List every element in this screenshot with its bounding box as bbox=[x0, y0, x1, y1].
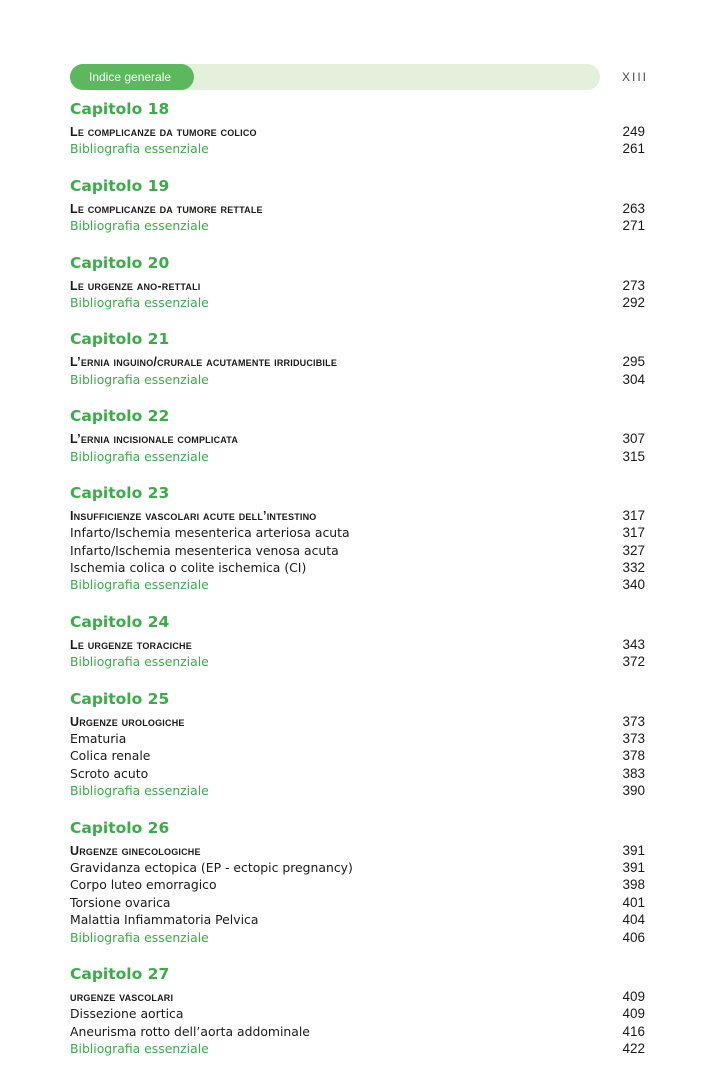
entry-page-number: 372 bbox=[622, 654, 645, 670]
entry-page-number: 273 bbox=[622, 277, 645, 293]
entry-title: Ematuria bbox=[70, 731, 127, 747]
entry-title: Bibliografia essenziale bbox=[70, 371, 209, 387]
toc-entry-bibliography[interactable] bbox=[70, 576, 645, 593]
entry-title: Urgenze urologiche bbox=[70, 714, 185, 729]
entry-page-number: 249 bbox=[622, 124, 645, 139]
entry-page-number: 391 bbox=[622, 842, 645, 858]
entry-page-number: 398 bbox=[622, 877, 645, 893]
entry-page-number: 409 bbox=[622, 1006, 645, 1022]
toc-entry-bibliography[interactable] bbox=[70, 294, 645, 311]
toc-entry-main[interactable] bbox=[70, 636, 645, 653]
chapter-block bbox=[70, 819, 645, 946]
toc-entry-main[interactable] bbox=[70, 713, 645, 730]
entry-page-number: 304 bbox=[622, 371, 645, 387]
chapter-title: Capitolo 21 bbox=[70, 330, 170, 349]
toc-entry-main[interactable] bbox=[70, 200, 645, 217]
entry-title: Scroto acuto bbox=[70, 765, 149, 781]
entry-title: Bibliografia essenziale bbox=[70, 577, 209, 593]
entry-page-number: 332 bbox=[622, 560, 645, 576]
toc-entry-sub[interactable] bbox=[70, 894, 645, 911]
toc-entry-sub[interactable] bbox=[70, 876, 645, 893]
entry-title: urgenze vascolari bbox=[70, 989, 174, 1004]
chapter-title: Capitolo 22 bbox=[70, 407, 170, 426]
toc-entry-bibliography[interactable] bbox=[70, 929, 645, 946]
toc-entry-bibliography[interactable] bbox=[70, 448, 645, 465]
chapter-title: Capitolo 19 bbox=[70, 176, 170, 195]
entry-page-number: 406 bbox=[622, 929, 645, 945]
toc-entry-sub[interactable] bbox=[70, 911, 645, 928]
entry-title: Le complicanze da tumore colico bbox=[70, 125, 257, 139]
entry-title: Dissezione aortica bbox=[70, 1006, 184, 1022]
entry-page-number: 327 bbox=[622, 542, 645, 558]
toc-entry-sub[interactable] bbox=[70, 1023, 645, 1040]
entry-page-number: 409 bbox=[622, 988, 645, 1004]
entry-page-number: 307 bbox=[622, 431, 645, 447]
entry-title: Bibliografia essenziale bbox=[70, 218, 209, 234]
entry-title: Malattia Infiammatoria Pelvica bbox=[70, 912, 259, 928]
chapter-block bbox=[70, 330, 645, 388]
entry-title: Colica renale bbox=[70, 748, 151, 764]
toc-entry-main[interactable] bbox=[70, 842, 645, 859]
toc-entry-main[interactable] bbox=[70, 277, 645, 294]
entry-title: Torsione ovarica bbox=[70, 894, 171, 910]
toc-entry-sub[interactable] bbox=[70, 730, 645, 747]
toc-entry-sub[interactable] bbox=[70, 747, 645, 764]
entry-title: Aneurisma rotto dell’aorta addominale bbox=[70, 1023, 310, 1039]
toc-entry-bibliography[interactable] bbox=[70, 371, 645, 388]
toc-entry-bibliography[interactable] bbox=[70, 1040, 645, 1057]
entry-title: Gravidanza ectopica (EP - ectopic pregnancy) bbox=[70, 859, 353, 875]
entry-page-number: 383 bbox=[622, 765, 645, 781]
chapter-title: Capitolo 20 bbox=[70, 253, 170, 272]
entry-title: Insufficienze vascolari acute dell’intestino bbox=[70, 508, 317, 523]
chapter-block bbox=[70, 100, 645, 158]
toc-entry-bibliography[interactable] bbox=[70, 217, 645, 234]
section-label: Indice generale bbox=[70, 64, 194, 90]
toc-entry-sub[interactable] bbox=[70, 542, 645, 559]
entry-page-number: 401 bbox=[622, 894, 645, 910]
entry-title: Corpo luteo emorragico bbox=[70, 877, 217, 893]
table-of-contents bbox=[70, 100, 645, 1077]
chapter-title: Capitolo 24 bbox=[70, 612, 170, 631]
entry-page-number: 295 bbox=[622, 354, 645, 370]
chapter-title: Capitolo 23 bbox=[70, 483, 170, 502]
entry-title: Bibliografia essenziale bbox=[70, 448, 209, 464]
toc-entry-main[interactable] bbox=[70, 507, 645, 524]
chapter-block bbox=[70, 407, 645, 465]
entry-title: Le urgenze toraciche bbox=[70, 637, 192, 652]
entry-page-number: 391 bbox=[622, 859, 645, 875]
entry-title: Urgenze ginecologiche bbox=[70, 843, 201, 858]
entry-title: Infarto/Ischemia mesenterica venosa acuta bbox=[70, 542, 339, 558]
entry-page-number: 315 bbox=[622, 448, 645, 464]
entry-title: Bibliografia essenziale bbox=[70, 141, 209, 157]
chapter-block bbox=[70, 690, 645, 800]
entry-page-number: 271 bbox=[622, 218, 645, 234]
entry-page-number: 373 bbox=[622, 713, 645, 729]
chapter-block bbox=[70, 254, 645, 312]
entry-title: Bibliografia essenziale bbox=[70, 294, 209, 310]
entry-title: Bibliografia essenziale bbox=[70, 654, 209, 670]
entry-page-number: 261 bbox=[622, 141, 645, 157]
toc-entry-sub[interactable] bbox=[70, 559, 645, 576]
entry-title: Infarto/Ischemia mesenterica arteriosa acuta bbox=[70, 525, 350, 541]
entry-title: Ischemia colica o colite ischemica (CI) bbox=[70, 560, 307, 576]
entry-page-number: 292 bbox=[622, 294, 645, 310]
entry-title: Bibliografia essenziale bbox=[70, 1041, 209, 1057]
entry-title: Le urgenze ano-rettali bbox=[70, 278, 201, 293]
toc-entry-main[interactable] bbox=[70, 353, 645, 370]
entry-page-number: 422 bbox=[622, 1041, 645, 1057]
toc-entry-main[interactable] bbox=[70, 430, 645, 447]
entry-title: Bibliografia essenziale bbox=[70, 783, 209, 799]
toc-entry-bibliography[interactable] bbox=[70, 653, 645, 670]
entry-page-number: 373 bbox=[622, 731, 645, 747]
entry-title: L’ernia inguino/crurale acutamente irriducibile bbox=[70, 355, 338, 370]
entry-title: Le complicanze da tumore rettale bbox=[70, 201, 263, 216]
chapter-title: Capitolo 18 bbox=[70, 100, 170, 118]
chapter-block bbox=[70, 484, 645, 594]
entry-page-number: 378 bbox=[622, 748, 645, 764]
toc-entry-sub[interactable] bbox=[70, 1005, 645, 1022]
chapter-block bbox=[70, 177, 645, 235]
chapter-title: Capitolo 25 bbox=[70, 689, 170, 708]
entry-page-number: 317 bbox=[622, 507, 645, 523]
entry-page-number: 390 bbox=[622, 783, 645, 799]
entry-page-number: 263 bbox=[622, 200, 645, 216]
toc-entry-main[interactable] bbox=[70, 123, 645, 140]
page-number: XIII bbox=[621, 70, 648, 84]
chapter-title: Capitolo 27 bbox=[70, 964, 170, 983]
toc-entry-sub[interactable] bbox=[70, 765, 645, 782]
entry-page-number: 404 bbox=[622, 912, 645, 928]
entry-page-number: 343 bbox=[622, 636, 645, 652]
toc-entry-bibliography[interactable] bbox=[70, 782, 645, 799]
chapter-block bbox=[70, 965, 645, 1058]
chapter-block bbox=[70, 613, 645, 671]
toc-entry-main[interactable] bbox=[70, 988, 645, 1005]
entry-page-number: 340 bbox=[622, 577, 645, 593]
toc-entry-sub[interactable] bbox=[70, 859, 645, 876]
entry-page-number: 317 bbox=[622, 525, 645, 541]
entry-title: L’ernia incisionale complicata bbox=[70, 432, 239, 447]
entry-page-number: 416 bbox=[622, 1023, 645, 1039]
toc-entry-bibliography[interactable] bbox=[70, 140, 645, 157]
toc-entry-sub[interactable] bbox=[70, 524, 645, 541]
chapter-title: Capitolo 26 bbox=[70, 818, 170, 837]
entry-title: Bibliografia essenziale bbox=[70, 929, 209, 945]
